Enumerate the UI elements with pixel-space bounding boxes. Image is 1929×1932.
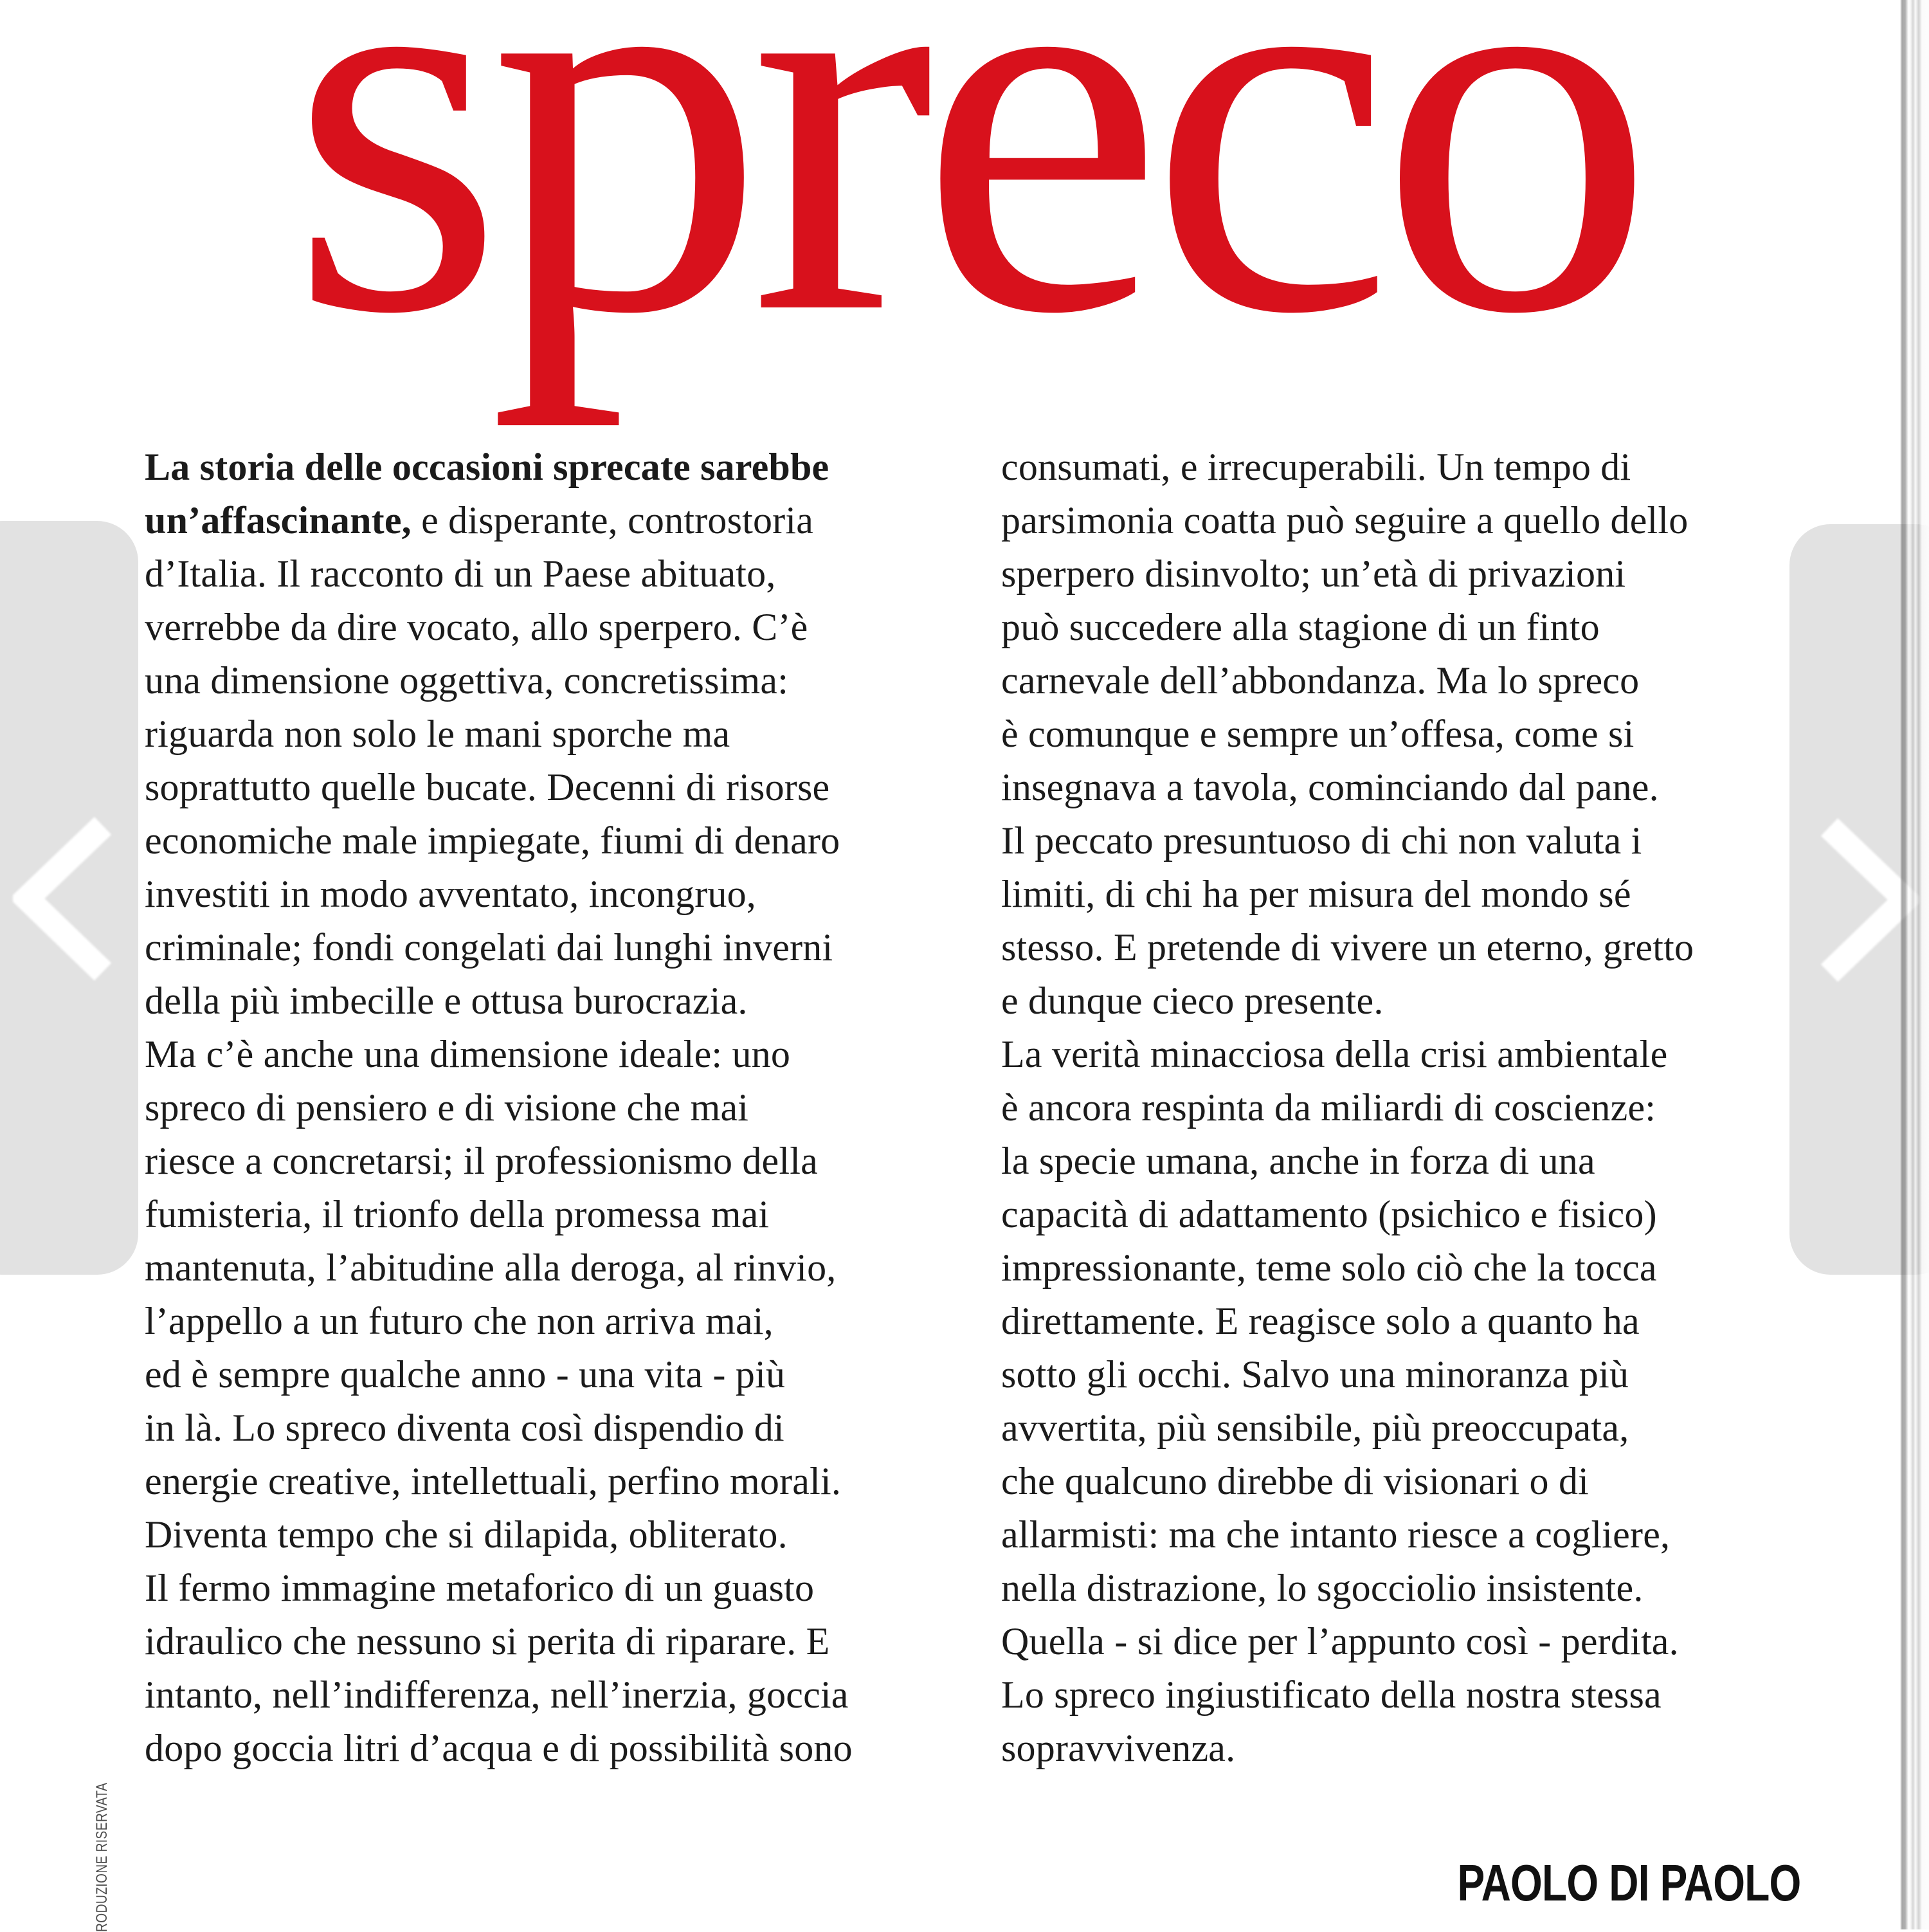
text-line: in là. Lo spreco diventa così dispendio di (145, 1407, 784, 1449)
text-line: fumisteria, il trionfo della promessa mai (145, 1193, 770, 1235)
text-line: Quella - si dice per l’appunto così - perdita. (1001, 1620, 1679, 1663)
text-line: consumati, e irrecuperabili. Un tempo di (1001, 446, 1631, 488)
author-byline: PAOLO DI PAOLO (1457, 1854, 1800, 1911)
text-line: limiti, di chi ha per misura del mondo sé (1001, 873, 1631, 915)
text-line: La verità minacciosa della crisi ambientale (1001, 1033, 1668, 1075)
text-line: Ma c’è anche una dimensione ideale: uno (145, 1033, 791, 1075)
text-line: dopo goccia litri d’acqua e di possibilità sono (145, 1727, 853, 1769)
text-line: carnevale dell’abbondanza. Ma lo spreco (1001, 659, 1640, 702)
text-line: energie creative, intellettuali, perfino morali. (145, 1460, 842, 1502)
text-line: che qualcuno direbbe di visionari o di (1001, 1460, 1589, 1502)
text-line: Il peccato presuntuoso di chi non valuta i (1001, 819, 1642, 862)
text-line: e dunque cieco presente. (1001, 980, 1384, 1022)
text-line: una dimensione oggettiva, concretissima: (145, 659, 789, 702)
text-line: avvertita, più sensibile, più preoccupata, (1001, 1407, 1629, 1449)
article-column-left (145, 441, 968, 1775)
text-line: Diventa tempo che si dilapida, obliterato. (145, 1513, 788, 1556)
chevron-left-icon (13, 817, 116, 981)
text-line: intanto, nell’indifferenza, nell’inerzia, goccia (145, 1673, 849, 1716)
article-title: spreco (289, 0, 1640, 428)
text-line: spreco di pensiero e di visione che mai (145, 1086, 749, 1129)
text-line: sperpero disinvolto; un’età di privazioni (1001, 552, 1626, 595)
text-line: è comunque e sempre un’offesa, come si (1001, 713, 1635, 755)
text-line: parsimonia coatta può seguire a quello dello (1001, 499, 1689, 542)
text-line: della più imbecille e ottusa burocrazia. (145, 980, 748, 1022)
text-line: d’Italia. Il racconto di un Paese abituato, (145, 552, 776, 595)
text-line: sopravvivenza. (1001, 1727, 1236, 1769)
text-line: riguarda non solo le mani sporche ma (145, 713, 730, 755)
text-line: mantenuta, l’abitudine alla deroga, al rinvio, (145, 1246, 837, 1289)
page-stack-edge (1897, 0, 1929, 1929)
text-line: economiche male impiegate, fiumi di denaro (145, 819, 840, 862)
text-line: riesce a concretarsi; il professionismo della (145, 1140, 818, 1182)
text-line: verrebbe da dire vocato, allo sperpero. C’è (145, 606, 808, 648)
text-line: la specie umana, anche in forza di una (1001, 1140, 1595, 1182)
text-line: criminale; fondi congelati dai lunghi inverni (145, 926, 833, 969)
text-line: insegnava a tavola, cominciando dal pane. (1001, 766, 1659, 808)
text-line: è ancora respinta da miliardi di coscienze: (1001, 1086, 1656, 1129)
text-line: ed è sempre qualche anno - una vita - più (145, 1353, 786, 1396)
text-line: sotto gli occhi. Salvo una minoranza più (1001, 1353, 1629, 1396)
text-line: La storia delle occasioni sprecate sarebbe (145, 446, 829, 488)
text-line: allarmisti: ma che intanto riesce a cogliere, (1001, 1513, 1671, 1556)
text-line: capacità di adattamento (psichico e fisico) (1001, 1193, 1657, 1235)
text-line: l’appello a un futuro che non arriva mai, (145, 1300, 774, 1342)
text-line: Il fermo immagine metaforico di un guasto (145, 1567, 815, 1609)
copyright-vertical-label: RODUZIONE RISERVATA (93, 1782, 111, 1932)
text-line: nella distrazione, lo sgocciolio insistente. (1001, 1567, 1644, 1609)
text-line: idraulico che nessuno si perita di riparare. E (145, 1620, 830, 1663)
text-line: soprattutto quelle bucate. Decenni di risorse (145, 766, 830, 808)
text-line: investiti in modo avventato, incongruo, (145, 873, 756, 915)
text-line: può succedere alla stagione di un finto (1001, 606, 1600, 648)
text-line: impressionante, teme solo ciò che la tocca (1001, 1246, 1657, 1289)
text-line: direttamente. E reagisce solo a quanto ha (1001, 1300, 1640, 1342)
text-line: stesso. E pretende di vivere un eterno, gretto (1001, 926, 1694, 969)
text-line: un’affascinante, e disperante, controstoria (145, 499, 814, 542)
prev-page-button[interactable] (0, 521, 138, 1275)
text-line: Lo spreco ingiustificato della nostra stessa (1001, 1673, 1662, 1716)
article-column-right (1001, 441, 1824, 1775)
